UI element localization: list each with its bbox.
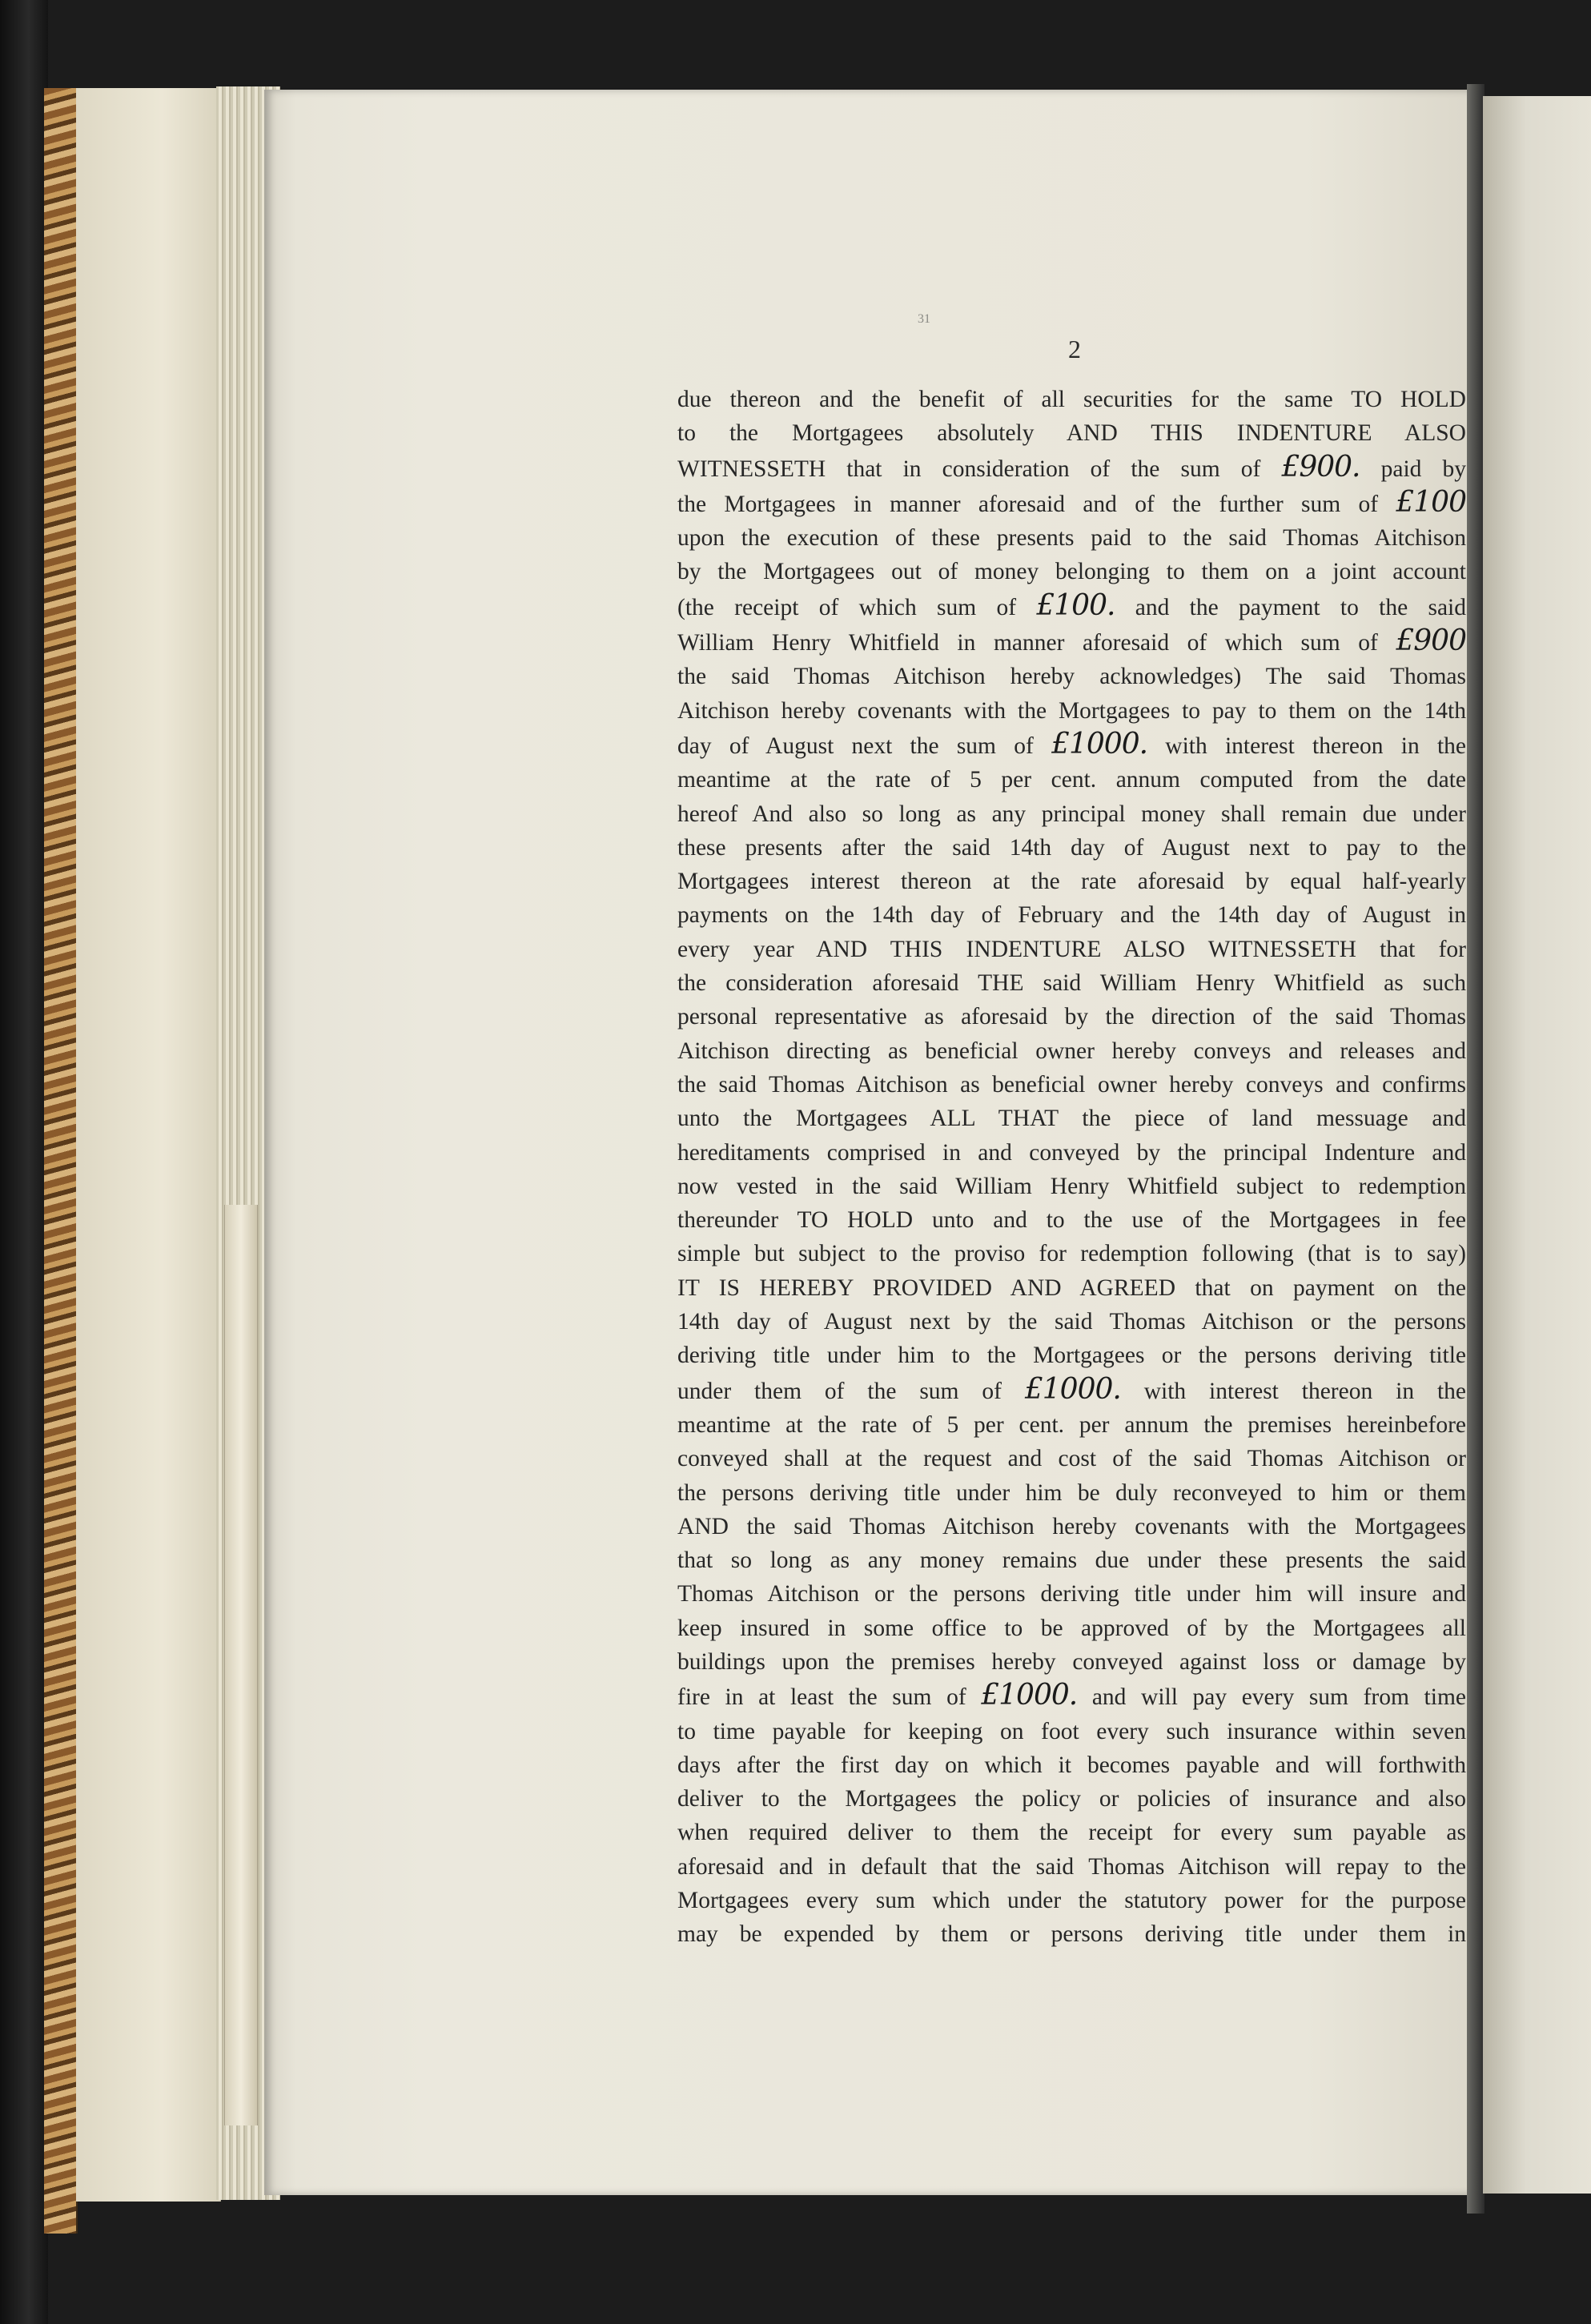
text-line: thereunder TO HOLD unto and to the use of the Mortgagees in fee (677, 1207, 1466, 1234)
text-line: these presents after the said 14th day of August next to pay to the (677, 834, 1466, 861)
text-line: Mortgagees every sum which under the statutory power for the purpose (677, 1888, 1466, 1914)
text-line: the Mortgagees in manner aforesaid and of the further sum of £100 (677, 485, 1466, 519)
text-line: the persons deriving title under him be duly reconveyed to him or them (677, 1479, 1466, 1506)
text-line: now vested in the said William Henry Whitfield subject to redemption (677, 1173, 1466, 1199)
text-line: simple but subject to the proviso for redemption following (that is to say) (677, 1241, 1466, 1267)
handwritten-amount: £1000. (1051, 727, 1148, 761)
text-line: the said Thomas Aitchison hereby acknowledges) The said Thomas (677, 664, 1466, 690)
text-line: to the Mortgagees absolutely AND THIS INDENTURE ALSO (677, 420, 1466, 447)
text-line: meantime at the rate of 5 per cent. annum computed from the date (677, 767, 1466, 793)
text-line: hereditaments comprised in and conveyed by the principal Indenture and (677, 1139, 1466, 1166)
text-line: by the Mortgagees out of money belonging to them on a joint account (677, 559, 1466, 585)
text-line: (the receipt of which sum of £100. and the payment to the said (677, 588, 1466, 622)
handwritten-amount: £100. (1036, 588, 1115, 622)
text-line: buildings upon the premises hereby conveyed against loss or damage by (677, 1648, 1466, 1675)
endpaper (76, 88, 221, 2202)
handwritten-amount: £100 (1396, 485, 1466, 519)
text-line: WITNESSETH that in consideration of the sum of £900. paid by (677, 450, 1466, 484)
text-line: may be expended by them or persons deriving title under them in (677, 1921, 1466, 1948)
handwritten-amount: £900 (1396, 624, 1466, 658)
text-line: fire in at least the sum of £1000. and will pay every sum from time (677, 1679, 1466, 1712)
text-line: IT IS HEREBY PROVIDED AND AGREED that on payment on the (677, 1274, 1466, 1301)
text-line: the consideration aforesaid THE said William Henry Whitfield as such (677, 970, 1466, 997)
text-line: the said Thomas Aitchison as beneficial owner hereby conveys and confirms (677, 1071, 1466, 1098)
deed-body-text (677, 383, 1466, 1952)
handwritten-amount: £1000. (981, 1679, 1078, 1712)
text-line: hereof And also so long as any principal money shall remain due under (677, 801, 1466, 827)
text-line: unto the Mortgagees ALL THAT the piece of land messuage and (677, 1106, 1466, 1132)
pencil-annotation: 31 (918, 312, 930, 326)
marbled-endpaper (44, 88, 78, 2234)
text-line: upon the execution of these presents paid to the said Thomas Aitchison (677, 525, 1466, 552)
handwritten-amount: £1000. (1024, 1372, 1121, 1406)
text-line: deriving title under him to the Mortgagees or the persons deriving title (677, 1343, 1466, 1369)
text-line: William Henry Whitfield in manner aforesaid of which sum of £900 (677, 624, 1466, 658)
text-line: every year AND THIS INDENTURE ALSO WITNESSETH that for (677, 936, 1466, 962)
text-line: payments on the 14th day of February and the 14th day of August in (677, 902, 1466, 929)
text-line: when required deliver to them the receipt for every sum payable as (677, 1820, 1466, 1846)
binding-tab (224, 1205, 258, 2125)
page-number: 2 (1068, 335, 1081, 363)
text-line: that so long as any money remains due under these presents the said (677, 1547, 1466, 1574)
text-line: conveyed shall at the request and cost of the said Thomas Aitchison or (677, 1446, 1466, 1472)
text-line: Thomas Aitchison or the persons deriving title under him will insure and (677, 1581, 1466, 1608)
text-line: day of August next the sum of £1000. with interest thereon in the (677, 727, 1466, 761)
facing-page (1483, 96, 1591, 2194)
text-line: 14th day of August next by the said Thomas Aitchison or the persons (677, 1309, 1466, 1335)
text-line: AND the said Thomas Aitchison hereby covenants with the Mortgagees (677, 1513, 1466, 1539)
text-line: days after the first day on which it becomes payable and will forthwith (677, 1752, 1466, 1778)
text-line: Aitchison directing as beneficial owner hereby conveys and releases and (677, 1038, 1466, 1064)
text-line: keep insured in some office to be approved of by the Mortgagees all (677, 1615, 1466, 1641)
book-cover (0, 0, 48, 2324)
text-line: deliver to the Mortgagees the policy or policies of insurance and also (677, 1786, 1466, 1812)
text-line: to time payable for keeping on foot every such insurance within seven (677, 1718, 1466, 1744)
text-line: aforesaid and in default that the said Thomas Aitchison will repay to the (677, 1853, 1466, 1880)
page-gutter (1467, 84, 1485, 2214)
text-line: under them of the sum of £1000. with interest thereon in the (677, 1372, 1466, 1406)
text-line: personal representative as aforesaid by the direction of the said Thomas (677, 1004, 1466, 1030)
handwritten-amount: £900. (1281, 450, 1360, 484)
text-line: due thereon and the benefit of all securities for the same TO HOLD (677, 387, 1466, 412)
text-line: Mortgagees interest thereon at the rate aforesaid by equal half-yearly (677, 869, 1466, 895)
text-line: meantime at the rate of 5 per cent. per annum the premises hereinbefore (677, 1411, 1466, 1438)
text-line: Aitchison hereby covenants with the Mortgagees to pay to them on the 14th (677, 697, 1466, 724)
